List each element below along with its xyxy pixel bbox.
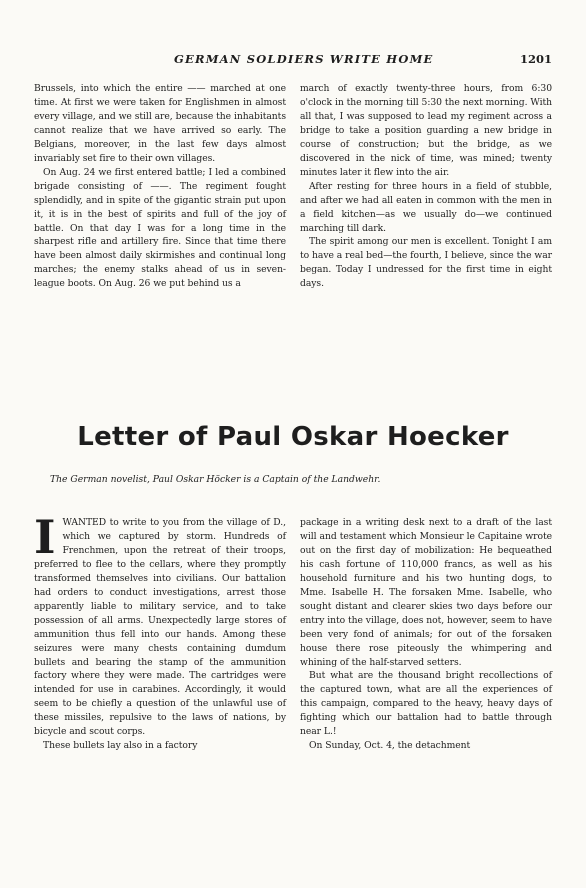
paragraph: After resting for three hours in a field of stubble, and after we had all eaten in common with the men in a field kitchen—as we usually do—we continued marching till dark. bbox=[300, 180, 552, 234]
paragraph: package in a writing desk next to a draft of the last will and testament which Monsieur le Capitaine wrote out on the first day of mobilization: He bequeathed his cash fortune of 110,000 francs, as well as his household furniture and his two hunting dogs, to Mme. Isabelle H. The forsaken Mme. Isabelle, who sought distant and clearer skies two days before our entry into the village, does not, however, seem to have been very fond of animals; for out of the forsaken house there rose piteously the whimpering and whining of the half-starved setters. bbox=[300, 517, 552, 668]
running-header bbox=[32, 52, 552, 70]
paragraph: These bullets lay also in a factory bbox=[43, 740, 198, 752]
top-left-column bbox=[34, 82, 286, 291]
paragraph: The spirit among our men is excellent. Tonight I am to have a real bed—the fourth, I believe, since the war began. Today I undressed for the first time in eight days. bbox=[300, 236, 552, 290]
drop-cap: I bbox=[34, 510, 56, 564]
paragraph: On Aug. 24 we first entered battle; I led a combined brigade consisting of ——. The regiment fought splendidly, and in spite of the gigantic strain put upon it, it is in the best of spirits and full of the joy of battle. On that day I was for a long time in the sharpest rifle and artillery fire. Since that time there have been almost daily skirmishes and continual long marches; the enemy stalks ahead of us in seven-league boots. On Aug. 26 we put behind us a bbox=[34, 166, 286, 290]
bottom-left-column bbox=[34, 510, 286, 753]
bottom-right-column bbox=[300, 516, 552, 753]
paragraph: But what are the thousand bright recollections of the captured town, what are all the experiences of this campaign, compared to the heavy, heavy days of fighting which our battalion had to battle through near L.! bbox=[300, 670, 552, 738]
paragraph-text: WANTED to write to you from the village of D., which we captured by storm. Hundreds of Frenchmen, upon the retreat of their troops, preferred to flee to the cellars, where they promptly transformed themselves into civilians. Our battalion had orders to conduct investigations, arrest those apparently liable to military service, and to take possession of all arms. Unexpectedly large stores of ammunition thus fell into our hands. Among these seizures were many chests containing dumdum bullets and bearing the stamp of the ammunition factory where they were made. The cartridges were intended for use in carabines. Accordingly, it would seem to be chiefly a question of the unlawful use of these missiles, repulsive to the laws of nations, by bicycle and scout corps. bbox=[34, 517, 286, 738]
top-right-column bbox=[300, 82, 552, 291]
paragraph: On Sunday, Oct. 4, the detachment bbox=[309, 740, 471, 752]
paragraph: march of exactly twenty-three hours, from 6:30 o'clock in the morning till 5:30 the next morning. With all that, I was supposed to lead my regiment across a bridge to take a position guarding a new bridge in course of construction; but the bridge, as we discovered in the nick of time, was mined; twenty minutes later it flew into the air. bbox=[300, 83, 552, 178]
opening-paragraph bbox=[34, 510, 286, 739]
paragraph: Brussels, into which the entire —— marched at one time. At first we were taken for Englishmen in almost every village, and we still are, because the inhabitants cannot realize that we have arrived so early. The Belgians, moreover, in the last few days almost invariably set fire to their own villages. bbox=[34, 83, 286, 164]
letter-subtitle: The German novelist, Paul Oskar Höcker is a Captain of the Landwehr. bbox=[50, 474, 381, 485]
page-number: 1201 bbox=[519, 52, 552, 66]
running-title: GERMAN SOLDIERS WRITE HOME bbox=[174, 52, 434, 66]
letter-title: Letter of Paul Oskar Hoecker bbox=[77, 422, 509, 452]
